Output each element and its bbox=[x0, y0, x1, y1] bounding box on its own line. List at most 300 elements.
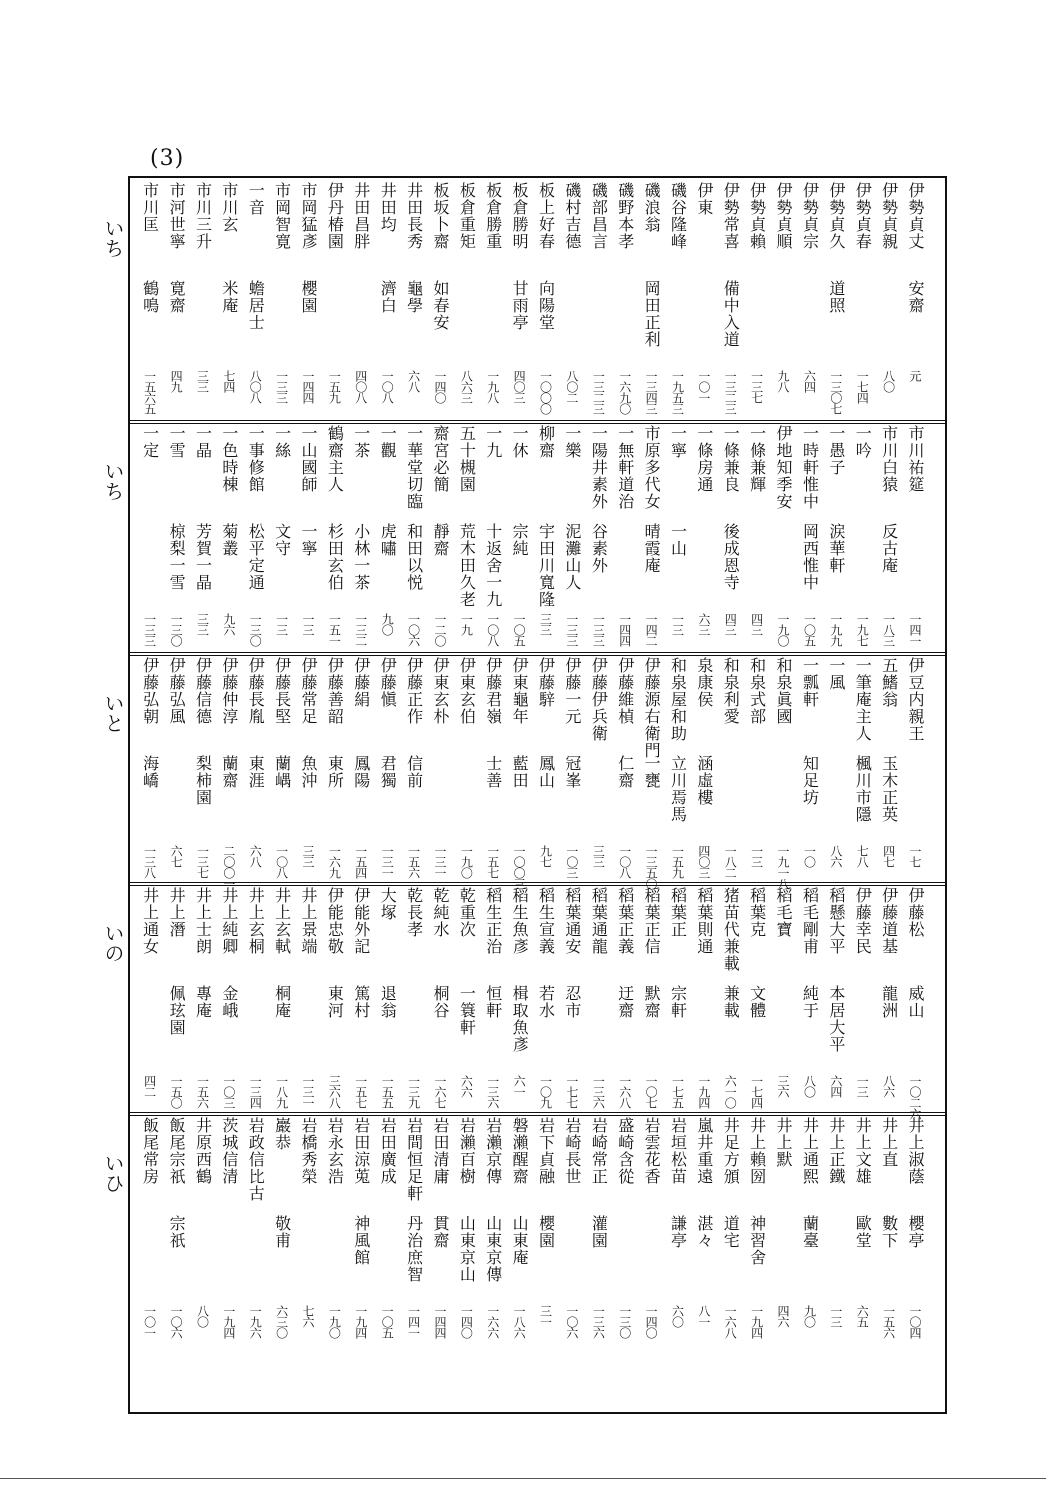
entry-page-ref: 一九四 bbox=[221, 1305, 236, 1338]
index-entry bbox=[427, 1115, 453, 1355]
index-entry bbox=[664, 423, 690, 663]
entry-page-ref: 一九〇 bbox=[459, 845, 474, 878]
index-entry bbox=[479, 423, 505, 663]
entry-page-ref: 三三 bbox=[195, 613, 210, 635]
index-entry bbox=[374, 885, 400, 1125]
entry-page-ref: 六四 bbox=[802, 370, 817, 392]
entry-page-ref: 一六九 bbox=[327, 845, 342, 878]
entry-name: 一定 bbox=[140, 425, 160, 459]
entry-page-ref: 一三二三 bbox=[723, 370, 738, 414]
entry-name: 井上玄軾 bbox=[272, 887, 292, 955]
entry-page-ref: 二〇〇一 bbox=[221, 845, 236, 889]
index-entry bbox=[215, 180, 241, 420]
entry-name: 伊勢常喜 bbox=[721, 182, 741, 250]
entry-name: 稻毛剛甫 bbox=[800, 887, 820, 955]
entry-name: 一樂 bbox=[562, 425, 582, 459]
entry-page-ref: 六七 bbox=[169, 845, 184, 867]
entry-name: 巖恭 bbox=[272, 1117, 292, 1151]
entry-name: 一九 bbox=[483, 425, 503, 459]
index-entry bbox=[638, 885, 664, 1125]
index-entry bbox=[453, 885, 479, 1125]
entry-name: 井上景端 bbox=[299, 887, 319, 955]
index-entry bbox=[268, 1115, 294, 1355]
index-entry bbox=[347, 655, 373, 895]
entry-alias: 楫取魚彥 bbox=[510, 985, 530, 1053]
entry-page-ref: 一三〇 bbox=[248, 613, 263, 646]
entry-name: 五十槻園 bbox=[457, 425, 477, 493]
entry-page-ref: 一四一 bbox=[406, 1305, 421, 1338]
entry-page-ref: 一三六 bbox=[591, 1305, 606, 1338]
entry-name: 伊藤伊兵衛 bbox=[589, 657, 609, 742]
index-entry bbox=[796, 423, 822, 663]
entry-name: 稻葉正義 bbox=[615, 887, 635, 955]
entry-alias: 岡田正利 bbox=[642, 280, 662, 348]
index-entry bbox=[638, 423, 664, 663]
index-entry bbox=[559, 180, 585, 420]
entry-name: 和泉利愛 bbox=[721, 657, 741, 725]
entry-alias: 魚沖 bbox=[299, 755, 319, 789]
entry-page-ref: 一〇一 bbox=[696, 370, 711, 403]
entry-name: 一絲 bbox=[272, 425, 292, 459]
entry-name: 飯尾常房 bbox=[140, 1117, 160, 1185]
entry-page-ref: 一〇〇三 bbox=[512, 845, 527, 889]
entry-page-ref: 一四〇 bbox=[459, 1305, 474, 1338]
entry-alias: 蘭齋 bbox=[219, 755, 239, 789]
entry-alias: 專庵 bbox=[193, 985, 213, 1019]
entry-page-ref: 一九四 bbox=[696, 1075, 711, 1108]
entry-page-ref: 一三九 bbox=[406, 1075, 421, 1108]
entry-name: 乾長孝 bbox=[404, 887, 424, 938]
entry-name: 井田長秀 bbox=[404, 182, 424, 250]
entry-name: 猪苗代兼載 bbox=[721, 887, 741, 972]
entry-alias: 小林一茶 bbox=[351, 523, 371, 591]
index-entry bbox=[664, 655, 690, 895]
entry-page-ref: 六四 bbox=[828, 1075, 843, 1097]
entry-alias: 宗祇 bbox=[167, 1215, 187, 1249]
entry-alias: 涙華軒 bbox=[826, 523, 846, 574]
entry-page-ref: 九七 bbox=[538, 845, 553, 867]
index-entry bbox=[268, 655, 294, 895]
entry-name: 伊勢貞春 bbox=[853, 182, 873, 250]
entry-alias: 鶴鳴 bbox=[140, 280, 160, 314]
index-entry bbox=[849, 180, 875, 420]
entry-alias: 一山 bbox=[668, 523, 688, 557]
entry-name: 伊勢貞親 bbox=[879, 182, 899, 250]
entry-page-ref: 一七五 bbox=[670, 1075, 685, 1108]
index-entry bbox=[743, 885, 769, 1125]
entry-name: 市川白猿 bbox=[879, 425, 899, 493]
index-entry bbox=[664, 885, 690, 1125]
entry-name: 伊藤道基 bbox=[879, 887, 899, 955]
section-columns bbox=[136, 885, 928, 1125]
entry-page-ref: 一〇九 bbox=[538, 1075, 553, 1108]
entry-page-ref: 一三 bbox=[274, 613, 289, 635]
entry-alias: 冠峯 bbox=[562, 755, 582, 789]
index-entry bbox=[796, 1115, 822, 1355]
section-columns bbox=[136, 1115, 928, 1355]
index-entry bbox=[902, 423, 928, 663]
index-entry bbox=[717, 655, 743, 895]
index-entry bbox=[295, 655, 321, 895]
entry-alias: 謙亭 bbox=[668, 1215, 688, 1249]
entry-name: 一觀 bbox=[378, 425, 398, 459]
entry-page-ref: 一〇八 bbox=[274, 845, 289, 878]
index-entry bbox=[400, 1115, 426, 1355]
index-entry bbox=[743, 1115, 769, 1355]
index-entry bbox=[242, 885, 268, 1125]
index-entry bbox=[664, 180, 690, 420]
entry-page-ref: 一八二 bbox=[723, 845, 738, 878]
index-entry bbox=[268, 885, 294, 1125]
entry-page-ref: 一九一八 bbox=[776, 845, 791, 889]
entry-page-ref: 一五七 bbox=[485, 845, 500, 878]
entry-alias: 涵虛樓 bbox=[694, 755, 714, 806]
entry-page-ref: 一三二三 bbox=[591, 370, 606, 414]
index-entry bbox=[374, 1115, 400, 1355]
entry-page-ref: 一〇五 bbox=[512, 613, 527, 646]
entry-alias: 兼載 bbox=[721, 985, 741, 1019]
entry-alias: 蘭嵎 bbox=[272, 755, 292, 789]
entry-page-ref: 一五六 bbox=[195, 1075, 210, 1108]
entry-page-ref: 一〇一 bbox=[142, 1305, 157, 1338]
entry-page-ref: 四三 bbox=[749, 613, 764, 635]
entry-page-ref: 一〇六 bbox=[564, 1305, 579, 1338]
entry-name: 一休 bbox=[510, 425, 530, 459]
entry-alias: 蟾居士 bbox=[246, 280, 266, 331]
index-entry bbox=[611, 180, 637, 420]
index-entry bbox=[690, 180, 716, 420]
entry-alias: 宗純 bbox=[510, 523, 530, 557]
entry-name: 伊丹椿園 bbox=[325, 182, 345, 250]
entry-alias: 杉田玄伯 bbox=[325, 523, 345, 591]
entry-name: 井上通女 bbox=[140, 887, 160, 955]
entry-name: 市川祐筵 bbox=[906, 425, 925, 493]
entry-page-ref: 一三一 bbox=[380, 845, 395, 878]
index-entry bbox=[532, 180, 558, 420]
entry-alias: 椋梨一雪 bbox=[167, 523, 187, 591]
index-entry bbox=[215, 885, 241, 1125]
section-columns bbox=[136, 655, 928, 895]
index-entry bbox=[875, 1115, 901, 1355]
entry-alias: 櫻亭 bbox=[906, 1215, 925, 1249]
entry-name: 岩崎常正 bbox=[589, 1117, 609, 1185]
entry-name: 伊藤幸民 bbox=[853, 887, 873, 955]
index-entry bbox=[295, 885, 321, 1125]
entry-name: 伊豆内親王 bbox=[906, 657, 925, 742]
index-entry bbox=[506, 423, 532, 663]
index-entry bbox=[770, 655, 796, 895]
entry-alias: 菊叢 bbox=[219, 523, 239, 557]
index-entry bbox=[585, 180, 611, 420]
entry-page-ref: 一三三 bbox=[274, 370, 289, 403]
entry-alias: 海嶠 bbox=[140, 755, 160, 789]
index-entry bbox=[822, 1115, 848, 1355]
entry-name: 市河世寧 bbox=[167, 182, 187, 250]
entry-alias: 山東京山 bbox=[457, 1215, 477, 1283]
entry-name: 岩下貞融 bbox=[536, 1117, 556, 1185]
index-entry bbox=[585, 423, 611, 663]
index-entry bbox=[400, 180, 426, 420]
entry-page-ref: 一三四 bbox=[248, 1075, 263, 1108]
entry-alias: 歐堂 bbox=[853, 1215, 873, 1249]
index-entry bbox=[189, 423, 215, 663]
entry-page-ref: 三三 bbox=[538, 613, 553, 635]
entry-name: 稻葉通安 bbox=[562, 887, 582, 955]
entry-page-ref: 八〇 bbox=[881, 370, 896, 392]
index-entry bbox=[321, 885, 347, 1125]
entry-alias: 泥灘山人 bbox=[562, 523, 582, 591]
index-entry bbox=[400, 655, 426, 895]
index-entry bbox=[268, 423, 294, 663]
entry-name: 一雪 bbox=[167, 425, 187, 459]
entry-name: 大塚 bbox=[378, 887, 398, 921]
index-entry bbox=[559, 423, 585, 663]
index-entry bbox=[796, 885, 822, 1125]
entry-name: 井上淑蔭 bbox=[906, 1117, 925, 1185]
index-entry bbox=[321, 180, 347, 420]
entry-name: 一華堂切臨 bbox=[404, 425, 424, 510]
entry-alias: 丹治庶智 bbox=[404, 1215, 424, 1283]
entry-name: 五鰭翁 bbox=[879, 657, 899, 708]
entry-page-ref: 四〇八 bbox=[353, 370, 368, 403]
index-entry bbox=[427, 885, 453, 1125]
entry-name: 伊勢貞宗 bbox=[800, 182, 820, 250]
entry-page-ref: 九〇 bbox=[802, 1305, 817, 1327]
entry-page-ref: 九八 bbox=[776, 370, 791, 392]
entry-alias: 退翁 bbox=[378, 985, 398, 1019]
entry-alias: 山東庵 bbox=[510, 1215, 530, 1266]
entry-name: 飯尾宗祇 bbox=[167, 1117, 187, 1185]
entry-alias: 甘雨亭 bbox=[510, 280, 530, 331]
entry-name: 稻生宣義 bbox=[536, 887, 556, 955]
entry-name: 一瓢軒 bbox=[800, 657, 820, 708]
entry-page-ref: 一〇六 bbox=[169, 1305, 184, 1338]
entry-name: 盛崎含從 bbox=[615, 1117, 635, 1185]
entry-page-ref: 一八三 bbox=[881, 613, 896, 646]
entry-page-ref: 一〇〇〇 bbox=[538, 370, 553, 414]
index-entry bbox=[875, 885, 901, 1125]
entry-name: 岩瀨京傳 bbox=[483, 1117, 503, 1185]
entry-alias: 數下 bbox=[879, 1215, 899, 1249]
entry-alias: 知足坊 bbox=[800, 755, 820, 806]
entry-page-ref: 一〇三 bbox=[221, 1075, 236, 1108]
entry-name: 伊能忠敬 bbox=[325, 887, 345, 955]
entry-name: 一愚子 bbox=[826, 425, 846, 476]
entry-alias: 桐谷 bbox=[430, 985, 450, 1019]
entry-name: 井田昌胖 bbox=[351, 182, 371, 250]
entry-page-ref: 六一 bbox=[512, 1075, 527, 1097]
entry-alias: 道照 bbox=[826, 280, 846, 314]
entry-alias: 岡西惟中 bbox=[800, 523, 820, 591]
entry-page-ref: 一三 bbox=[749, 845, 764, 867]
entry-name: 稻葉克 bbox=[747, 887, 767, 938]
entry-name: 稻生魚彥 bbox=[510, 887, 530, 955]
index-entry bbox=[849, 655, 875, 895]
entry-alias: 櫻園 bbox=[536, 1215, 556, 1249]
entry-page-ref: 一五四 bbox=[353, 845, 368, 878]
section-columns bbox=[136, 180, 928, 420]
entry-name: 一筆庵主人 bbox=[853, 657, 873, 742]
entry-name: 市川匡 bbox=[140, 182, 160, 233]
entry-page-ref: 四九 bbox=[169, 370, 184, 392]
entry-page-ref: 八六三 bbox=[459, 370, 474, 403]
index-entry bbox=[163, 423, 189, 663]
index-entry bbox=[902, 655, 928, 895]
entry-alias: 神習舍 bbox=[747, 1215, 767, 1266]
entry-name: 伊藤長胤 bbox=[246, 657, 266, 725]
entry-name: 岩雲花香 bbox=[642, 1117, 662, 1185]
entry-name: 伊藤一元 bbox=[562, 657, 582, 725]
entry-name: 一寧 bbox=[668, 425, 688, 459]
entry-name: 井足方頒 bbox=[721, 1117, 741, 1185]
entry-name: 伊勢貞賴 bbox=[747, 182, 767, 250]
entry-page-ref: 一三〇七 bbox=[828, 370, 843, 414]
index-entry bbox=[163, 180, 189, 420]
entry-name: 井上純卿 bbox=[219, 887, 239, 955]
entry-name: 茨城信清 bbox=[219, 1117, 239, 1185]
section-kana-heading: いち bbox=[101, 461, 125, 501]
entry-name: 伊藤維楨 bbox=[615, 657, 635, 725]
index-entry bbox=[453, 423, 479, 663]
entry-name: 井上賴圀 bbox=[747, 1117, 767, 1185]
entry-name: 伊藤弘朝 bbox=[140, 657, 160, 725]
entry-name: 伊東玄朴 bbox=[430, 657, 450, 725]
index-entry bbox=[136, 655, 162, 895]
entry-name: 和泉眞國 bbox=[774, 657, 794, 725]
entry-page-ref: 六三〇 bbox=[274, 1305, 289, 1338]
entry-page-ref: 一九六 bbox=[248, 1305, 263, 1338]
section-kana-heading: いち bbox=[101, 218, 125, 258]
entry-page-ref: 一五七 bbox=[353, 1075, 368, 1108]
entry-alias: 荒木田久老 bbox=[457, 523, 477, 608]
entry-alias: 士善 bbox=[483, 755, 503, 789]
entry-alias: 芳賀一晶 bbox=[193, 523, 213, 591]
entry-name: 伊能外記 bbox=[351, 887, 371, 955]
entry-name: 嵐井重遠 bbox=[694, 1117, 714, 1185]
entry-alias: 宇田川寬隆 bbox=[536, 523, 556, 608]
entry-name: 市川玄 bbox=[219, 182, 239, 233]
entry-alias: 反古庵 bbox=[879, 523, 899, 574]
index-entry bbox=[717, 423, 743, 663]
index-entry bbox=[321, 423, 347, 663]
entry-name: 一事修館 bbox=[246, 425, 266, 493]
entry-page-ref: 一三〇 bbox=[169, 613, 184, 646]
entry-name: 井上士朗 bbox=[193, 887, 213, 955]
entry-page-ref: 六一〇 bbox=[723, 1075, 738, 1108]
entry-name: 井田均 bbox=[378, 182, 398, 233]
entry-name: 磯村吉德 bbox=[562, 182, 582, 250]
index-entry bbox=[743, 180, 769, 420]
index-entry bbox=[585, 655, 611, 895]
entry-name: 磐瀨醒齋 bbox=[510, 1117, 530, 1185]
index-entry bbox=[559, 885, 585, 1125]
index-entry bbox=[717, 1115, 743, 1355]
index-entry bbox=[770, 885, 796, 1125]
entry-page-ref: 八〇八 bbox=[248, 370, 263, 403]
index-entry bbox=[822, 885, 848, 1125]
entry-alias: 忍市 bbox=[562, 985, 582, 1019]
entry-page-ref: 一四四 bbox=[617, 613, 632, 646]
entry-name: 鶴齋主人 bbox=[325, 425, 345, 493]
entry-alias: 佩玹園 bbox=[167, 985, 187, 1036]
entry-name: 井原西鶴 bbox=[193, 1117, 213, 1185]
entry-name: 岩崎長世 bbox=[562, 1117, 582, 1185]
entry-name: 岩永玄浩 bbox=[325, 1117, 345, 1185]
entry-page-ref: 一五九 bbox=[670, 845, 685, 878]
index-entry bbox=[532, 1115, 558, 1355]
index-entry bbox=[611, 885, 637, 1125]
entry-alias: 一寧 bbox=[299, 523, 319, 557]
index-entry bbox=[532, 423, 558, 663]
entry-page-ref: 一三一 bbox=[432, 845, 447, 878]
index-entry bbox=[770, 1115, 796, 1355]
entry-name: 岩田清庸 bbox=[430, 1117, 450, 1185]
index-entry bbox=[532, 885, 558, 1125]
entry-name: 市原多代女 bbox=[642, 425, 662, 510]
entry-page-ref: 一三三 bbox=[142, 613, 157, 646]
entry-alias: 晴霞庵 bbox=[642, 523, 662, 574]
entry-page-ref: 一〇八 bbox=[380, 370, 395, 403]
index-entry bbox=[506, 1115, 532, 1355]
entry-alias: 如春安 bbox=[430, 280, 450, 331]
index-entry bbox=[822, 423, 848, 663]
entry-page-ref: 三六八 bbox=[327, 1075, 342, 1108]
index-entry bbox=[902, 180, 928, 420]
index-entry bbox=[242, 1115, 268, 1355]
entry-alias: 文體 bbox=[747, 985, 767, 1019]
entry-page-ref: 一三一 bbox=[301, 1075, 316, 1108]
index-entry bbox=[717, 180, 743, 420]
entry-alias: 谷素外 bbox=[589, 523, 609, 574]
entry-alias: 默齋 bbox=[642, 985, 662, 1019]
index-entry bbox=[136, 423, 162, 663]
index-entry bbox=[506, 655, 532, 895]
index-entry bbox=[427, 423, 453, 663]
entry-page-ref: 一三三 bbox=[591, 613, 606, 646]
entry-name: 伊藤源右衛門 bbox=[642, 657, 662, 759]
entry-alias: 篤村 bbox=[351, 985, 371, 1019]
entry-name: 一陽井素外 bbox=[589, 425, 609, 510]
index-entry bbox=[163, 885, 189, 1125]
entry-name: 伊地知季安 bbox=[774, 425, 794, 510]
entry-page-ref: 八〇 bbox=[195, 1305, 210, 1327]
entry-page-ref: 八六 bbox=[828, 845, 843, 867]
entry-alias: 君獨 bbox=[378, 755, 398, 789]
entry-page-ref: 六五 bbox=[855, 1305, 870, 1327]
entry-page-ref: 一五〇 bbox=[169, 1075, 184, 1108]
entry-name: 岩垣松苗 bbox=[668, 1117, 688, 1185]
entry-page-ref: 一〇 bbox=[802, 845, 817, 867]
entry-name: 伊東龜年 bbox=[510, 657, 530, 725]
entry-alias: 威山 bbox=[906, 985, 925, 1019]
entry-page-ref: 三六 bbox=[776, 1075, 791, 1097]
entry-page-ref: 一三 bbox=[670, 613, 685, 635]
entry-page-ref: 四二 bbox=[142, 1075, 157, 1097]
index-entry bbox=[347, 423, 373, 663]
entry-name: 和泉式部 bbox=[747, 657, 767, 725]
entry-name: 稻懸大平 bbox=[826, 887, 846, 955]
entry-alias: 米庵 bbox=[219, 280, 239, 314]
entry-alias: 十返舍一九 bbox=[483, 523, 503, 608]
index-entry bbox=[427, 655, 453, 895]
entry-page-ref: 一三七 bbox=[195, 845, 210, 878]
entry-name: 伊藤愼 bbox=[378, 657, 398, 708]
index-entry bbox=[321, 1115, 347, 1355]
index-entry bbox=[849, 1115, 875, 1355]
entry-name: 稻毛寶 bbox=[774, 887, 794, 938]
entry-name: 稻生正治 bbox=[483, 887, 503, 955]
index-entry bbox=[479, 1115, 505, 1355]
